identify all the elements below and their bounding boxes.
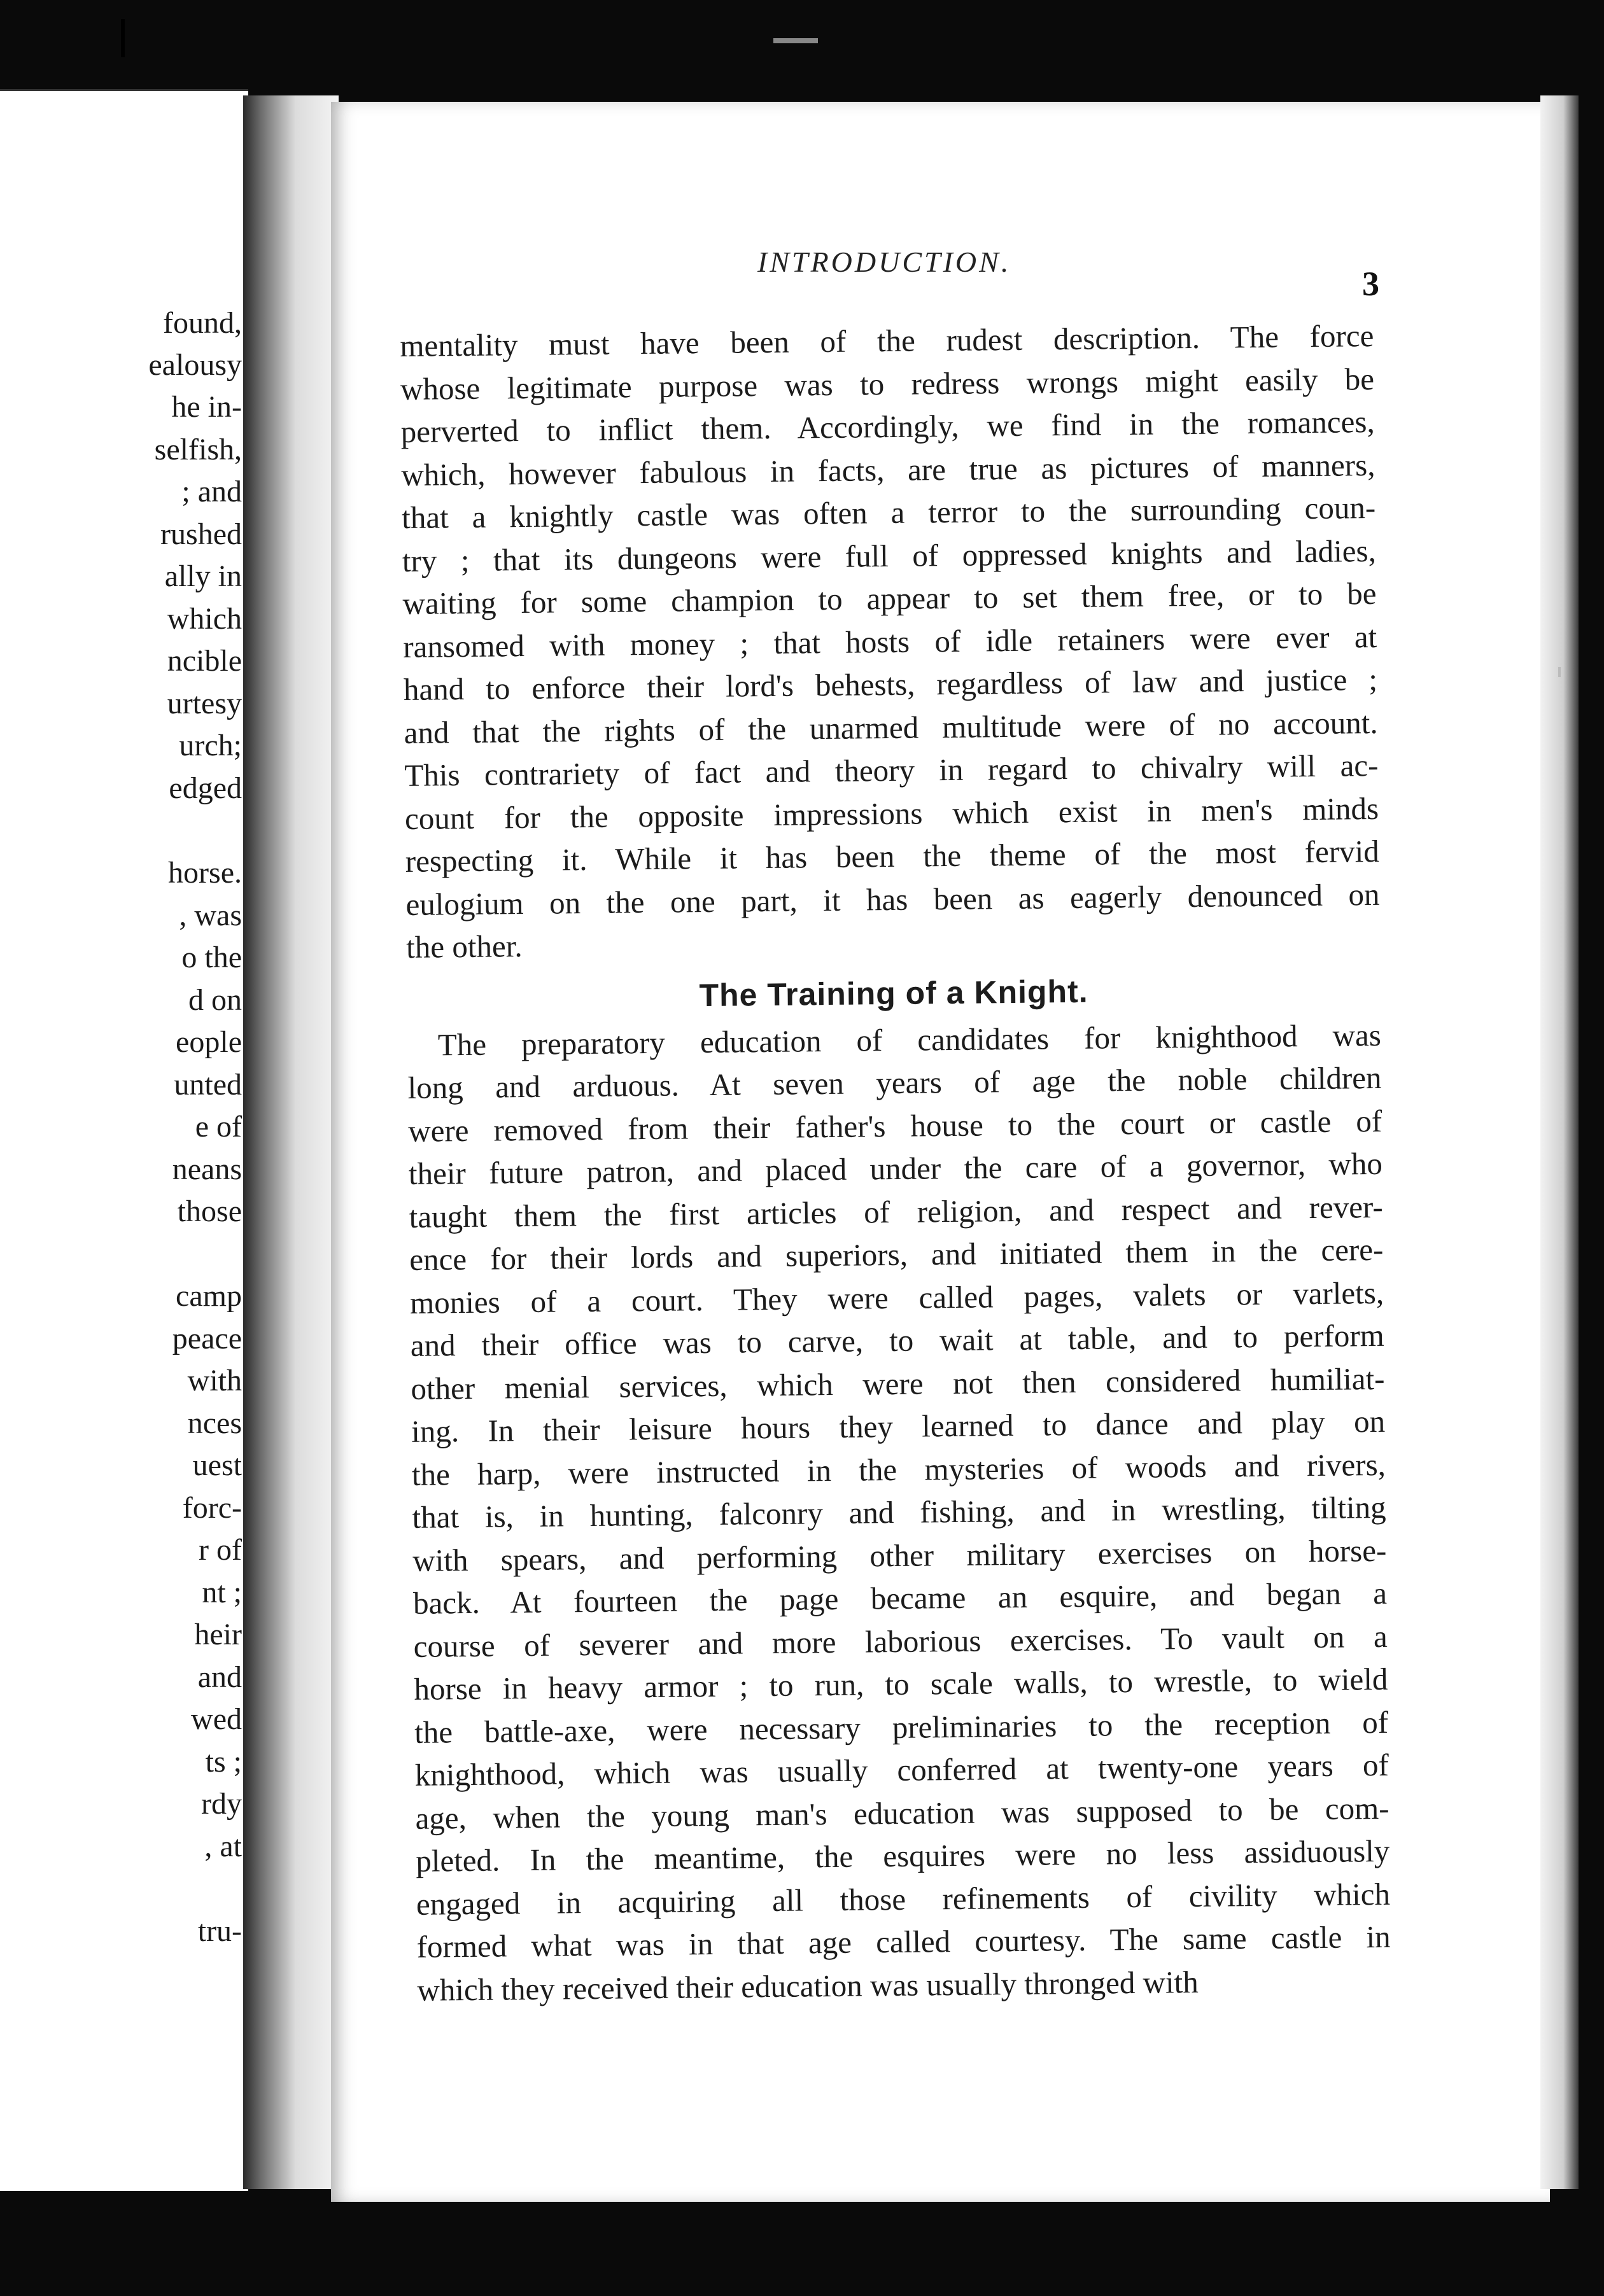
text-line: the battle-axe, were necessary preliminaries to the reception of xyxy=(414,1704,1389,1750)
text-line: which, however fabulous in facts, are true as pictures of manners, xyxy=(401,447,1375,493)
text-line: ransomed with money ; that hosts of idle retainers were ever at xyxy=(403,619,1377,664)
text-line: the harp, were instructed in the mysteries of woods and rivers, xyxy=(411,1446,1386,1492)
text-line: respecting it. While it has been the theme of the most fervid xyxy=(405,833,1380,879)
left-page-line: those xyxy=(177,1194,242,1228)
page-edge xyxy=(1540,95,1579,2189)
text-line: that a knightly castle was often a terror to the surrounding coun- xyxy=(401,489,1376,535)
text-line: The preparatory education of candidates for knighthood was xyxy=(437,1017,1382,1062)
scan-speck xyxy=(121,19,125,57)
text-line: back. At fourteen the page became an esquire, and began a xyxy=(412,1575,1388,1621)
left-page-line: neans xyxy=(172,1152,242,1186)
left-page-line: ncible xyxy=(167,644,242,678)
text-line: monies of a court. They were called pages, valets or varlets, xyxy=(409,1275,1384,1320)
left-page-line: selfish, xyxy=(154,433,242,466)
text-line: engaged in acquiring all those refinements of civility which xyxy=(416,1876,1391,1922)
text-line: eulogium on the one part, it has been as eagerly denounced on xyxy=(405,876,1380,922)
left-page-line: horse. xyxy=(168,856,242,890)
text-line: and their office was to carve, to wait at table, and to perform xyxy=(410,1317,1385,1363)
text-line: ing. In their leisure hours they learned to dance and play on xyxy=(411,1403,1386,1449)
text-line: with spears, and performing other military exercises on horse- xyxy=(412,1532,1387,1578)
scan-speck xyxy=(773,38,818,43)
left-page-line: found, xyxy=(163,306,242,340)
left-page-line: nces xyxy=(187,1406,242,1440)
left-page-line: , at xyxy=(204,1830,242,1863)
left-page-line: ; and xyxy=(181,475,242,508)
text-line: hand to enforce their lord's behests, regardless of law and justice ; xyxy=(403,661,1378,707)
left-page-line: he in- xyxy=(171,390,242,424)
left-page-line: nt ; xyxy=(202,1576,242,1609)
left-page-line: urch; xyxy=(179,729,242,762)
text-line: age, when the young man's education was supposed to be com- xyxy=(415,1790,1389,1836)
text-line: that is, in hunting, falconry and fishing, and in wrestling, tilting xyxy=(412,1489,1386,1535)
text-line: This contrariety of fact and theory in regard to chivalry will ac- xyxy=(404,747,1379,793)
paragraph-1 xyxy=(400,314,1381,969)
text-line: and that the rights of the unarmed multitude were of no account. xyxy=(404,704,1378,750)
left-page-line: and xyxy=(197,1660,242,1694)
left-page-line: r of xyxy=(199,1533,242,1567)
left-page-line: camp xyxy=(176,1279,242,1313)
left-page-line: tru- xyxy=(197,1914,242,1948)
text-line: count for the opposite impressions which exist in men's minds xyxy=(404,790,1379,836)
left-page-line: , was xyxy=(179,899,242,932)
paragraph-2 xyxy=(407,1013,1391,2011)
text-line: other menial services, which were not then considered humiliat- xyxy=(411,1361,1385,1406)
left-page-line: unted xyxy=(174,1068,242,1102)
left-page-line: ealousy xyxy=(148,348,242,382)
left-page-line: heir xyxy=(194,1618,242,1651)
text-line: perverted to inflict them. Accordingly, we find in the romances, xyxy=(400,403,1375,449)
text-line: the other. xyxy=(405,928,523,965)
text-line: waiting for some champion to appear to set them free, or to be xyxy=(402,575,1377,621)
body-text xyxy=(400,314,1391,2012)
text-line: their future patron, and placed under the care of a governor, who xyxy=(408,1145,1383,1191)
left-page-line: with xyxy=(187,1364,242,1397)
left-page-line: rushed xyxy=(160,517,242,551)
text-line: pleted. In the meantime, the esquires were no less assiduously xyxy=(415,1833,1390,1879)
text-line: try ; that its dungeons were full of oppressed knights and ladies, xyxy=(402,533,1377,578)
left-page-line: which xyxy=(167,602,242,636)
left-page-line: urtesy xyxy=(167,687,242,720)
text-line: mentality must have been of the rudest description. The force xyxy=(400,318,1374,363)
text-line: long and arduous. At seven years of age the noble children xyxy=(407,1060,1382,1105)
left-page-line: eople xyxy=(176,1025,242,1059)
left-page-line: ts ; xyxy=(205,1745,242,1779)
left-page-line: uest xyxy=(192,1448,242,1482)
left-page-line: d on xyxy=(188,983,242,1017)
left-page-line: forc- xyxy=(182,1491,242,1525)
left-page-line: peace xyxy=(172,1322,242,1355)
text-line: horse in heavy armor ; to run, to scale walls, to wrestle, to wield xyxy=(414,1661,1388,1707)
text-line: course of severer and more laborious exercises. To vault on a xyxy=(413,1618,1388,1664)
running-head: INTRODUCTION. xyxy=(757,246,1011,278)
text-line: whose legitimate purpose was to redress wrongs might easily be xyxy=(400,361,1375,407)
page-number: 3 xyxy=(1362,265,1379,303)
text-line: taught them the first articles of religion, and respect and rever- xyxy=(409,1189,1383,1235)
book-gutter xyxy=(243,95,339,2189)
scan-speck xyxy=(1558,667,1561,677)
section-heading: The Training of a Knight. xyxy=(699,973,1088,1013)
left-page-line: e of xyxy=(195,1110,242,1144)
text-line: which they received their education was usually thronged with xyxy=(417,1964,1199,2008)
left-page-line: rdy xyxy=(201,1787,242,1821)
text-line: were removed from their father's house to the court or castle of xyxy=(407,1103,1382,1149)
text-line: knighthood, which was usually conferred at twenty-one years of xyxy=(414,1747,1389,1793)
text-line: formed what was in that age called courtesy. The same castle in xyxy=(416,1919,1391,1964)
left-page-line: ally in xyxy=(164,559,242,593)
left-page-line: wed xyxy=(191,1702,242,1736)
left-page-line: edged xyxy=(169,771,242,805)
left-page-line: o the xyxy=(181,941,242,974)
text-line: ence for their lords and superiors, and initiated them in the cere- xyxy=(409,1231,1384,1277)
